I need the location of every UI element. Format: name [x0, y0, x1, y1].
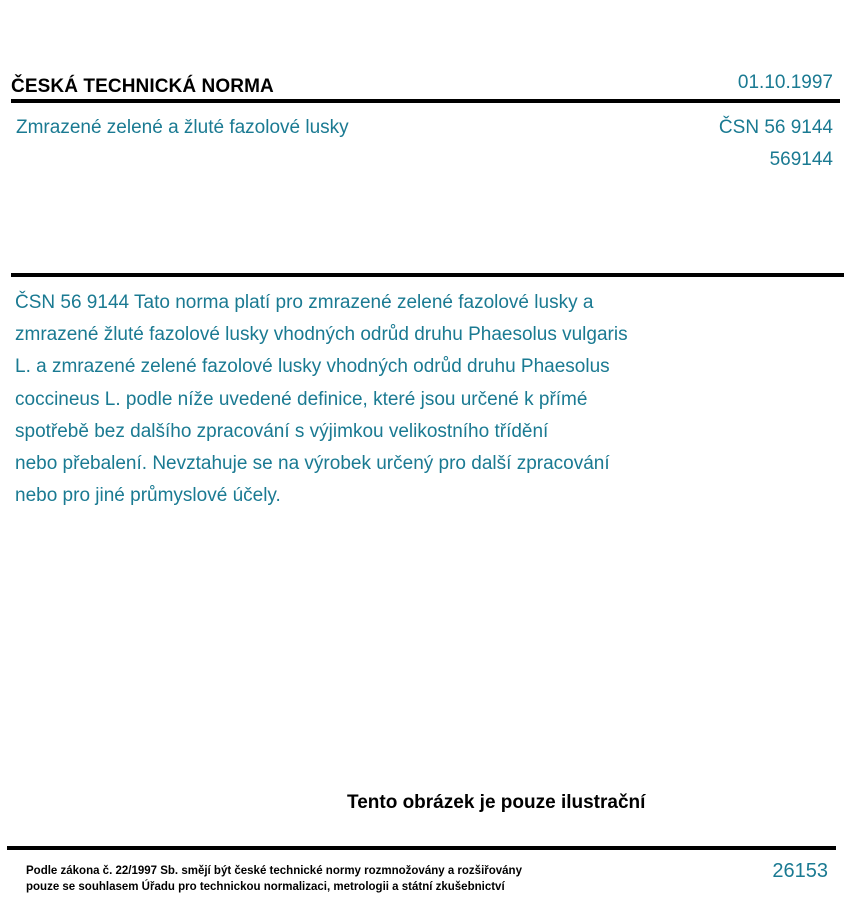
abstract-line: L. a zmrazené zelené fazolové lusky vhodných odrůd druhu Phaesolus	[15, 356, 610, 378]
section-divider	[11, 273, 844, 277]
abstract-line: spotřebě bez dalšího zpracování s výjimkou velikostního třídění	[15, 420, 549, 442]
standard-subject: Zmrazené zelené a žluté fazolové lusky	[16, 117, 349, 138]
standard-code: ČSN 56 9144	[718, 117, 833, 138]
footer-divider	[7, 846, 836, 850]
document-title: ČESKÁ TECHNICKÁ NORMA	[11, 76, 274, 97]
illustrative-notice: Tento obrázek je pouze ilustrační	[347, 792, 646, 813]
document-date: 01.10.1997	[737, 72, 833, 93]
legal-notice	[26, 863, 522, 895]
header-divider	[11, 99, 840, 103]
abstract-line: coccineus L. podle níže uvedené definice, které jsou určené k přímé	[15, 388, 588, 410]
document-number: 26153	[772, 860, 828, 882]
abstract-line: zmrazené žluté fazolové lusky vhodných odrůd druhu Phaesolus vulgaris	[15, 324, 628, 346]
abstract-line: ČSN 56 9144 Tato norma platí pro zmrazené zelené fazolové lusky a	[15, 292, 594, 313]
abstract-line: nebo přebalení. Nevztahuje se na výrobek určený pro další zpracování	[15, 453, 610, 475]
legal-notice-line: Podle zákona č. 22/1997 Sb. smějí být české technické normy rozmnožovány a rozšiřovány	[26, 865, 522, 877]
abstract-line: nebo pro jiné průmyslové účely.	[15, 485, 281, 507]
abstract-text	[15, 287, 735, 512]
standard-class-number: 569144	[769, 149, 833, 170]
legal-notice-line: pouze se souhlasem Úřadu pro technickou normalizaci, metrologii a státní zkušebnictví	[26, 881, 505, 893]
